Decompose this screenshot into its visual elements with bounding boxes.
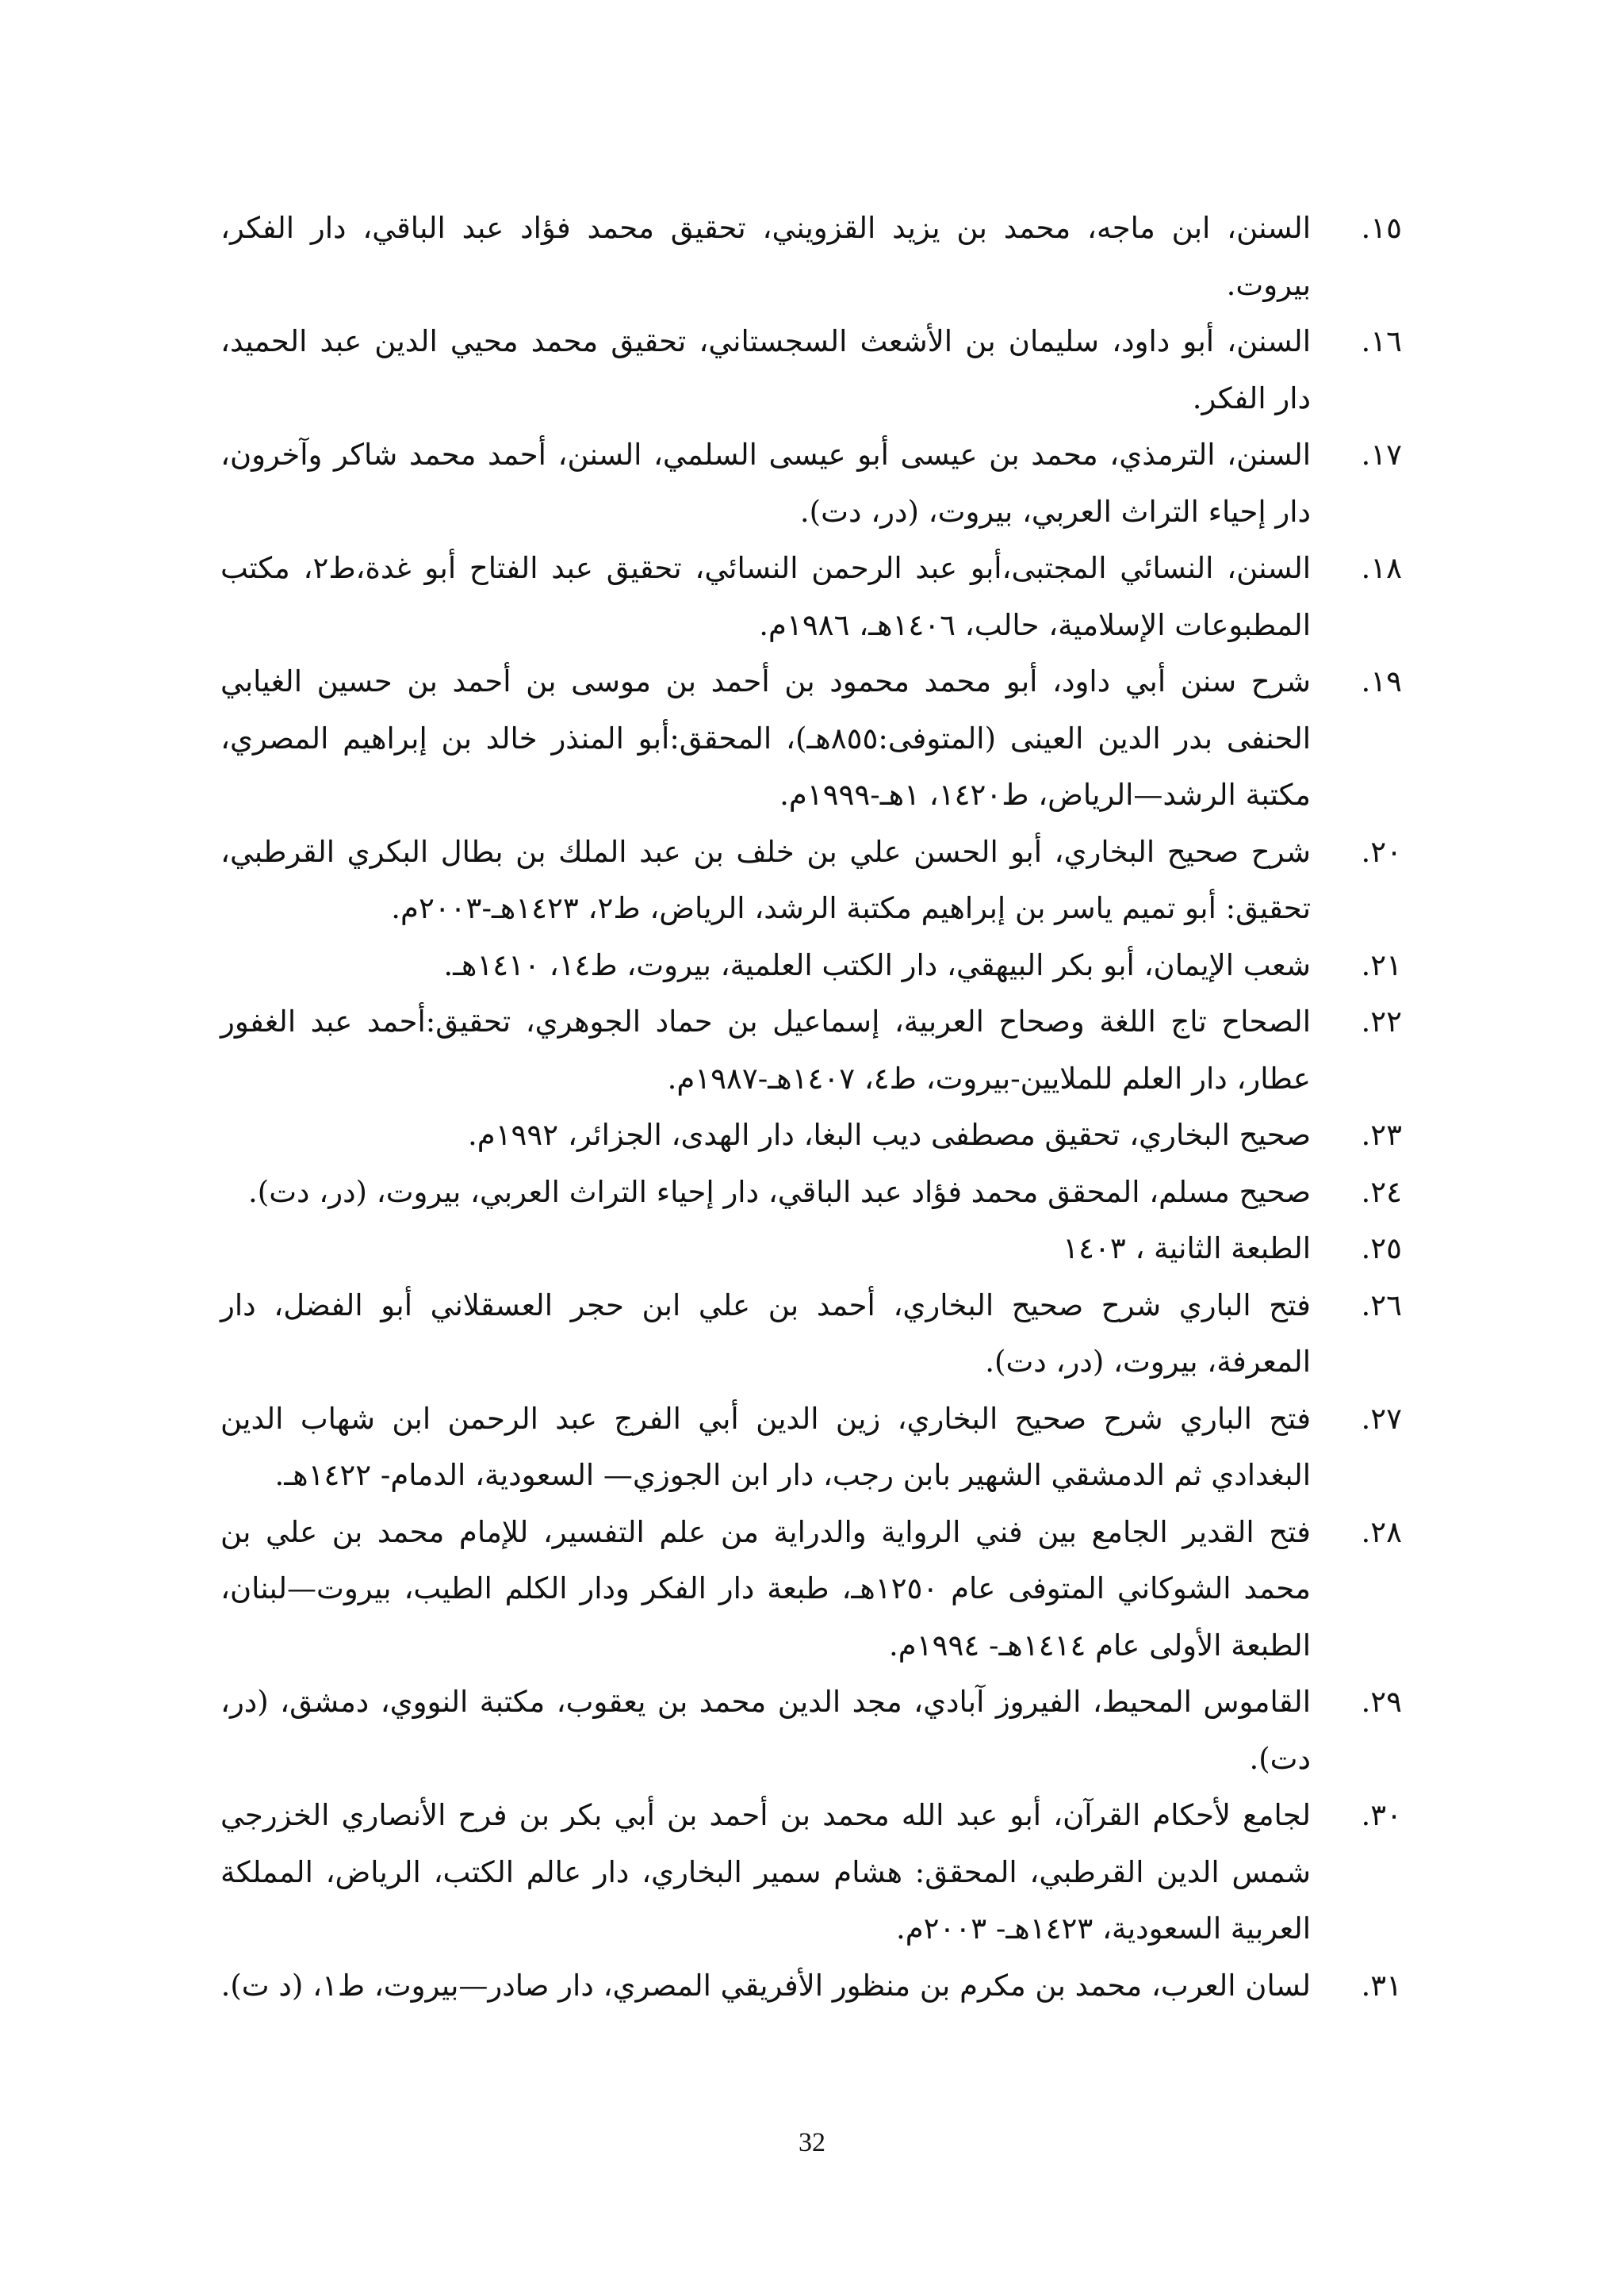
reference-entry [220,427,1402,540]
reference-text: لسان العرب، محمد بن مكرم بن منظور الأفريقي المصري، دار صادر—بيروت، ط١، (د ت). [220,1968,1311,2003]
reference-number: ٢٨. [1361,1514,1402,1549]
reference-number: ٢١. [1361,947,1402,982]
reference-text: الصحاح تاج اللغة وصحاح العربية، إسماعيل بن حماد الجوهري، تحقيق:أحمد عبد الغفور عطار، دار العلم للملايين-بيروت، ط٤، ١٤٠٧هـ-١٩٨٧م. [220,1004,1311,1096]
reference-entry [220,1277,1402,1391]
reference-entry [220,540,1402,653]
reference-entry [220,1674,1402,1787]
reference-number: ٢٥. [1361,1231,1402,1265]
reference-text: شرح صحيح البخاري، أبو الحسن علي بن خلف بن عبد الملك بن بطال البكري القرطبي، تحقيق: أبو تميم ياسر بن إبراهيم مكتبة الرشد، الرياض، ط٢، ١٤٢٣هـ-٢٠٠٣م. [220,834,1311,925]
reference-number: ٢٩. [1361,1685,1402,1719]
reference-text: القاموس المحيط، الفيروز آبادي، مجد الدين محمد بن يعقوب، مكتبة النووي، دمشق، (در، دت). [220,1685,1311,1776]
reference-number: ٢٣. [1361,1118,1402,1152]
reference-number: ١٩. [1361,664,1402,698]
reference-entry [220,1787,1402,1957]
reference-text: لجامع لأحكام القرآن، أبو عبد الله محمد بن أحمد بن أبي بكر بن فرح الأنصاري الخزرجي شمس الدين القرطبي، المحقق: هشام سمير البخاري، دار عالم الكتب، الرياض، المملكة العربية السعودية، ١٤٢٣هـ- ٢٠٠٣م. [220,1798,1311,1946]
reference-entry [220,1504,1402,1674]
reference-text: فتح الباري شرح صحيح البخاري، زين الدين أبي الفرج عبد الرحمن ابن شهاب الدين البغدادي ثم الدمشقي الشهير بابن رجب، دار ابن الجوزي— السعودية، الدمام- ١٤٢٢هـ. [220,1401,1311,1492]
reference-text: السنن، أبو داود، سليمان بن الأشعث السجستاني، تحقيق محمد محيي الدين عبد الحميد، دار الفكر. [220,324,1311,415]
reference-number: ٣١. [1361,1968,1402,2003]
reference-entry [220,937,1402,994]
reference-entry [220,313,1402,427]
reference-text: السنن، ابن ماجه، محمد بن يزيد القزويني، تحقيق محمد فؤاد عبد الباقي، دار الفكر، بيروت. [220,211,1311,302]
reference-number: ١٦. [1361,324,1402,358]
reference-text: شرح سنن أبي داود، أبو محمد محمود بن أحمد بن موسى بن أحمد بن حسين الغيابي الحنفى بدر الدين العينى (المتوفى:٨٥٥هـ)، المحقق:أبو المنذر خالد بن إبراهيم المصري، مكتبة الرشد—الرياض، ط١٤٢٠، ١هـ-١٩٩٩م. [220,664,1312,812]
reference-number: ١٥. [1361,211,1402,245]
reference-number: ١٨. [1361,551,1402,585]
reference-entry [220,993,1402,1107]
reference-entry [220,1220,1402,1277]
reference-entry [220,824,1402,937]
reference-text: صحيح مسلم، المحقق محمد فؤاد عبد الباقي، دار إحياء التراث العربي، بيروت، (در، دت). [248,1174,1311,1209]
reference-text: فتح القدير الجامع بين فني الرواية والدراية من علم التفسير، للإمام محمد بن علي بن محمد الشوكاني المتوفى عام ١٢٥٠هـ، طبعة دار الفكر ودار الكلم الطيب، بيروت—لبنان، الطبعة الأولى عام ١٤١٤هـ- ١٩٩٤م. [220,1514,1311,1663]
reference-number: ٢٤. [1361,1174,1402,1209]
reference-text: السنن، النسائي المجتبى،أبو عبد الرحمن النسائي، تحقيق عبد الفتاح أبو غدة،ط٢، مكتب المطبوعات الإسلامية، حالب، ١٤٠٦هـ، ١٩٨٦م. [220,551,1311,642]
reference-text: شعب الإيمان، أبو بكر البيهقي، دار الكتب العلمية، بيروت، ط١٤، ١٤١٠هـ. [443,947,1311,982]
reference-text: الطبعة الثانية ، ١٤٠٣ [1063,1231,1311,1265]
reference-number: ٣٠. [1361,1798,1402,1832]
reference-text: صحيح البخاري، تحقيق مصطفى ديب البغا، دار الهدى، الجزائر، ١٩٩٢م. [468,1118,1311,1152]
reference-entry [220,200,1402,313]
reference-list [220,200,1402,2014]
reference-entry [220,1391,1402,1504]
reference-number: ١٧. [1361,438,1402,472]
reference-number: ٢٧. [1361,1401,1402,1436]
page-number: 32 [799,2128,825,2157]
reference-entry [220,653,1402,824]
reference-number: ٢٢. [1361,1004,1402,1039]
reference-entry [220,1957,1402,2015]
reference-entry [220,1164,1402,1221]
reference-number: ٢٠. [1361,834,1402,869]
reference-text: فتح الباري شرح صحيح البخاري، أحمد بن علي ابن حجر العسقلاني أبو الفضل، دار المعرفة، بيروت، (در، دت). [220,1288,1311,1379]
reference-entry [220,1107,1402,1164]
reference-number: ٢٦. [1361,1288,1402,1322]
reference-text: السنن، الترمذي، محمد بن عيسى أبو عيسى السلمي، السنن، أحمد محمد شاكر وآخرون، دار إحياء التراث العربي، بيروت، (در، دت). [220,438,1311,529]
